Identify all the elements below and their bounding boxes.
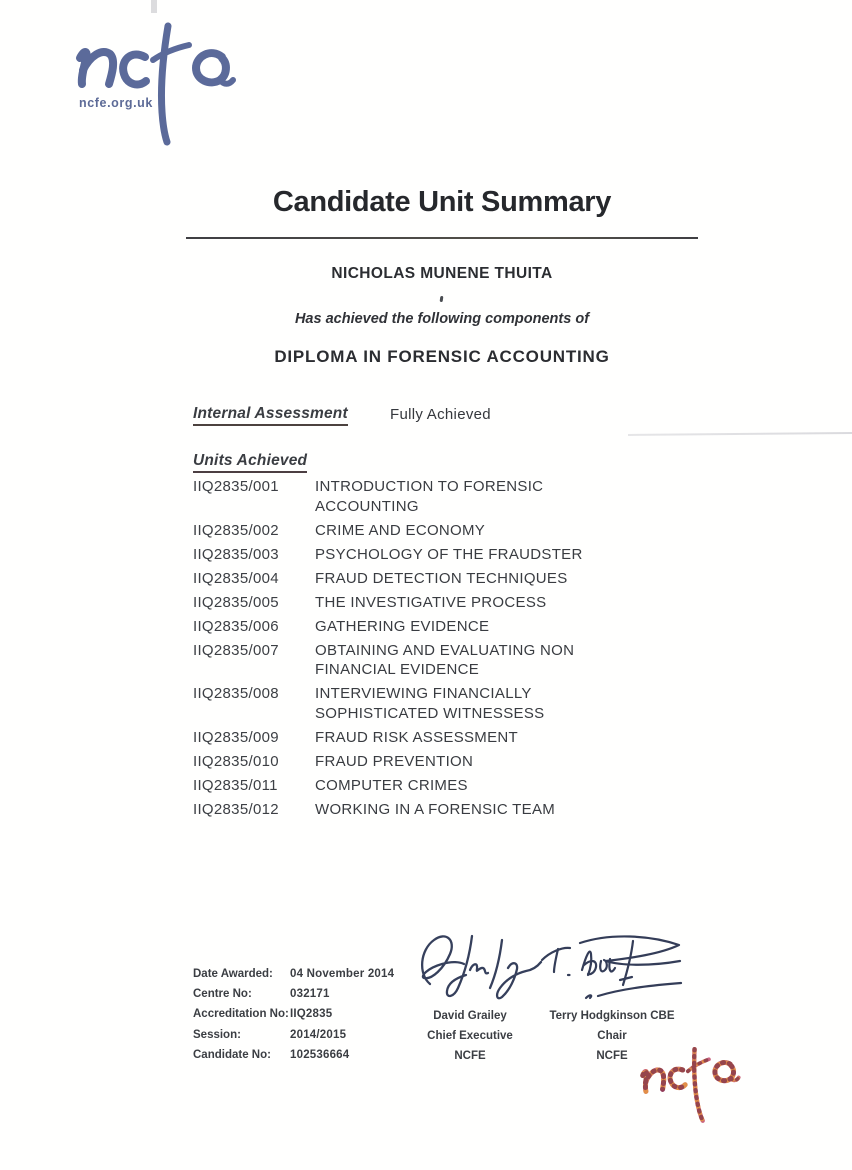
internal-assessment-row [193,405,713,426]
ncfe-logo-icon [60,20,250,150]
detail-label: Centre No: [193,988,252,1001]
unit-row [193,545,713,565]
signatory-org: NCFE [454,1050,486,1063]
units-list [193,477,713,824]
qualification-title: DIPLOMA IN FORENSIC ACCOUNTING [274,347,610,366]
unit-code: IIQ2835/005 [193,593,279,611]
unit-row [193,752,713,772]
detail-value: 102536664 [290,1048,350,1061]
unit-row [193,617,713,637]
unit-code: IIQ2835/007 [193,641,279,659]
detail-label: Candidate No: [193,1048,271,1061]
unit-row [193,569,713,589]
unit-row [193,641,713,680]
achievement-statement: Has achieved the following components of [294,311,590,327]
unit-title: FRAUD RISK ASSESSMENT [315,728,519,746]
ncfe-website-text: ncfe.org.uk [79,96,153,110]
unit-code: IIQ2835/009 [193,728,279,746]
detail-label: Session: [193,1028,241,1041]
unit-title: FRAUD DETECTION TECHNIQUES [315,569,568,587]
unit-code: IIQ2835/004 [193,569,279,587]
unit-title: THE INVESTIGATIVE PROCESS [315,593,547,611]
unit-title: PSYCHOLOGY OF THE FRAUDSTER [315,545,583,563]
unit-row [193,800,713,820]
scan-dot-artifact [440,296,444,302]
unit-row [193,684,713,723]
scan-line-artifact [628,432,852,435]
detail-value: IIQ2835 [290,1008,333,1021]
detail-value: 032171 [290,988,330,1001]
unit-title: INTERVIEWING FINANCIALLY SOPHISTICATED WITNESSESS [315,685,545,722]
unit-title: CRIME AND ECONOMY [315,521,486,539]
unit-row [193,477,713,516]
signatory-david [400,1006,540,1067]
unit-row [193,776,713,796]
unit-code: IIQ2835/010 [193,752,279,770]
unit-title: INTRODUCTION TO FORENSIC ACCOUNTING [315,478,544,515]
detail-value: 2014/2015 [290,1028,347,1041]
david-grailey-signature-icon [412,926,547,1004]
unit-row [193,728,713,748]
scan-mark-artifact [151,0,157,13]
page-title: Candidate Unit Summary [272,186,612,218]
unit-code: IIQ2835/002 [193,521,279,539]
signatory-role: Chair [597,1030,627,1043]
internal-assessment-label: Internal Assessment [193,405,348,426]
unit-code: IIQ2835/012 [193,800,279,818]
unit-code: IIQ2835/011 [193,776,278,794]
title-divider [186,237,698,239]
signatory-org: NCFE [596,1050,628,1063]
unit-row [193,593,713,613]
internal-assessment-result: Fully Achieved [390,406,491,423]
detail-label: Accreditation No: [193,1008,289,1021]
signatory-role: Chief Executive [427,1030,513,1043]
detail-label: Date Awarded: [193,968,273,980]
units-achieved-heading: Units Achieved [193,452,307,473]
detail-value: 04 November 2014 [290,968,395,980]
unit-title: WORKING IN A FORENSIC TEAM [315,800,556,818]
unit-title: COMPUTER CRIMES [315,776,468,794]
signatory-name: Terry Hodgkinson CBE [549,1010,675,1022]
unit-row [193,521,713,541]
unit-title: GATHERING EVIDENCE [315,617,490,635]
unit-code: IIQ2835/001 [193,478,279,495]
unit-code: IIQ2835/008 [193,685,279,702]
candidate-name: NICHOLAS MUNENE THUITA [331,265,553,282]
unit-title: OBTAINING AND EVALUATING NON FINANCIAL EVIDENCE [315,641,575,678]
terry-hodgkinson-signature-icon [536,930,694,1010]
unit-title: FRAUD PREVENTION [315,752,474,770]
unit-code: IIQ2835/006 [193,617,279,635]
signatory-name: David Grailey [433,1010,507,1022]
unit-code: IIQ2835/003 [193,545,279,563]
ncfe-hologram-stamp-icon [628,1039,755,1134]
